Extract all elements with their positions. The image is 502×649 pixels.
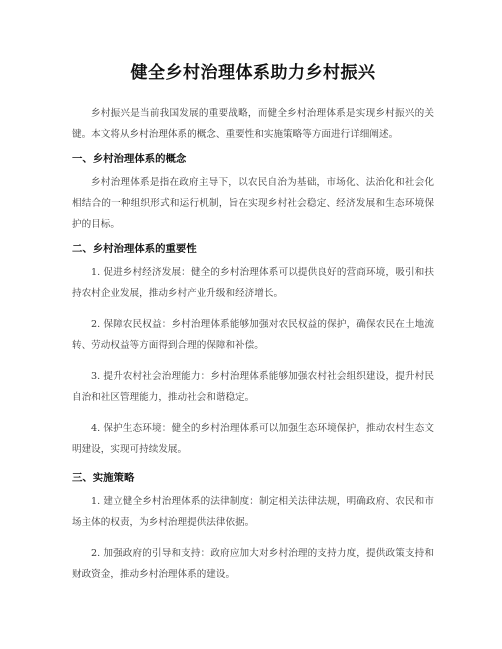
strategy-item-1: 1. 建立健全乡村治理体系的法律制度：制定相关法律法规，明确政府、农民和市场主体的权责，为乡村治理提供法律依据。 <box>72 496 434 528</box>
page-title: 健全乡村治理体系助力乡村振兴 <box>130 63 376 83</box>
importance-item-2: 2. 保障农民权益：乡村治理体系能够加强对农民权益的保护，确保农民在土地流转、劳动权益等方面得到合理的保障和补偿。 <box>72 319 434 351</box>
section-heading-strategy: 三、实施策略 <box>72 472 135 484</box>
importance-item-4: 4. 保护生态环境：健全的乡村治理体系可以加强生态环境保护，推动农村生态文明建设，实现可持续发展。 <box>72 423 434 455</box>
importance-item-1: 1. 促进乡村经济发展：健全的乡村治理体系可以提供良好的营商环境，吸引和扶持农村企业发展，推动乡村产业升级和经济增长。 <box>72 267 434 299</box>
importance-item-3: 3. 提升农村社会治理能力：乡村治理体系能够加强农村社会组织建设，提升村民自治和社区管理能力，推动社会和谐稳定。 <box>72 371 434 403</box>
section-heading-importance: 二、乡村治理体系的重要性 <box>72 243 197 255</box>
concept-paragraph: 乡村治理体系是指在政府主导下，以农民自治为基础，市场化、法治化和社会化相结合的一种组织形式和运行机制，旨在实现乡村社会稳定、经济发展和生态环境保护的目标。 <box>72 177 434 230</box>
strategy-item-2: 2. 加强政府的引导和支持：政府应加大对乡村治理的支持力度，提供政策支持和财政资金，推动乡村治理体系的建设。 <box>72 548 434 580</box>
intro-paragraph: 乡村振兴是当前我国发展的重要战略，而健全乡村治理体系是实现乡村振兴的关键。本文将从乡村治理体系的概念、重要性和实施策略等方面进行详细阐述。 <box>72 108 434 140</box>
section-heading-concept: 一、乡村治理体系的概念 <box>72 153 187 165</box>
